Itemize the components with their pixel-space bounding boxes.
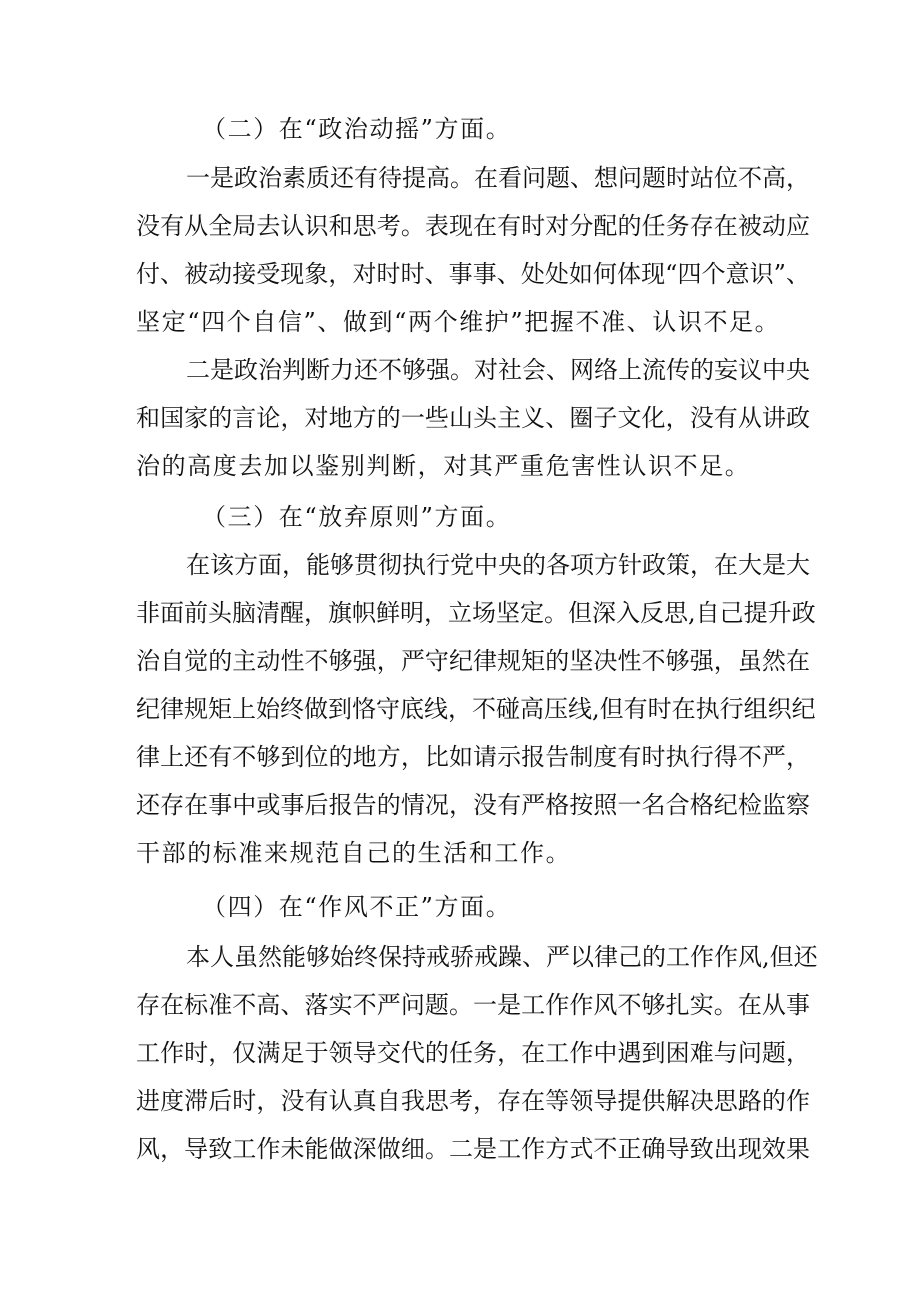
paragraph-line: 存在标准不高、落实不严问题。一是工作作风不够扎实。在从事 [136, 991, 810, 1019]
paragraph-line: 律上还有不够到位的地方，比如请示报告制度有时执行得不严， [136, 743, 810, 771]
paragraph-line: 治自觉的主动性不够强，严守纪律规矩的坚决性不够强，虽然在 [136, 647, 810, 675]
paragraph-line: 治的高度去加以鉴别判断，对其严重危害性认识不足。 [136, 452, 751, 480]
paragraph-line: 坚定“四个自信”、做到“两个维护”把握不准、认识不足。 [136, 308, 781, 336]
paragraph-line: 风，导致工作未能做深做细。二是工作方式不正确导致出现效果 [136, 1135, 810, 1163]
paragraph-line: 本人虽然能够始终保持戒骄戒躁、严以律己的工作作风,但还 [186, 943, 818, 971]
section-heading-2: （二）在“政治动摇”方面。 [202, 115, 512, 143]
paragraph-line: 和国家的言论，对地方的一些山头主义、圈子文化，没有从讲政 [136, 404, 810, 432]
paragraph-line: 纪律规矩上始终做到恪守底线，不碰高压线,但有时在执行组织纪 [136, 695, 816, 723]
paragraph-line: 一是政治素质还有待提高。在看问题、想问题时站位不高， [186, 164, 810, 192]
paragraph-line: 工作时，仅满足于领导交代的任务，在工作中遇到困难与问题， [136, 1039, 810, 1067]
paragraph-line: 付、被动接受现象，对时时、事事、处处如何体现“四个意识”、 [136, 260, 810, 288]
paragraph-line: 在该方面，能够贯彻执行党中央的各项方针政策，在大是大 [186, 551, 810, 579]
paragraph-line: 非面前头脑清醒，旗帜鲜明，立场坚定。但深入反思,自己提升政 [136, 599, 816, 627]
section-heading-4: （四）在“作风不正”方面。 [202, 893, 512, 921]
paragraph-line: 干部的标准来规范自己的生活和工作。 [136, 839, 572, 867]
paragraph-line: 还存在事中或事后报告的情况，没有严格按照一名合格纪检监察 [136, 791, 810, 819]
section-heading-3: （三）在“放弃原则”方面。 [202, 503, 512, 531]
paragraph-line: 二是政治判断力还不够强。对社会、网络上流传的妄议中央 [186, 356, 810, 384]
paragraph-line: 没有从全局去认识和思考。表现在有时对分配的任务存在被动应 [136, 212, 810, 240]
paragraph-line: 进度滞后时，没有认真自我思考，存在等领导提供解决思路的作 [136, 1087, 810, 1115]
